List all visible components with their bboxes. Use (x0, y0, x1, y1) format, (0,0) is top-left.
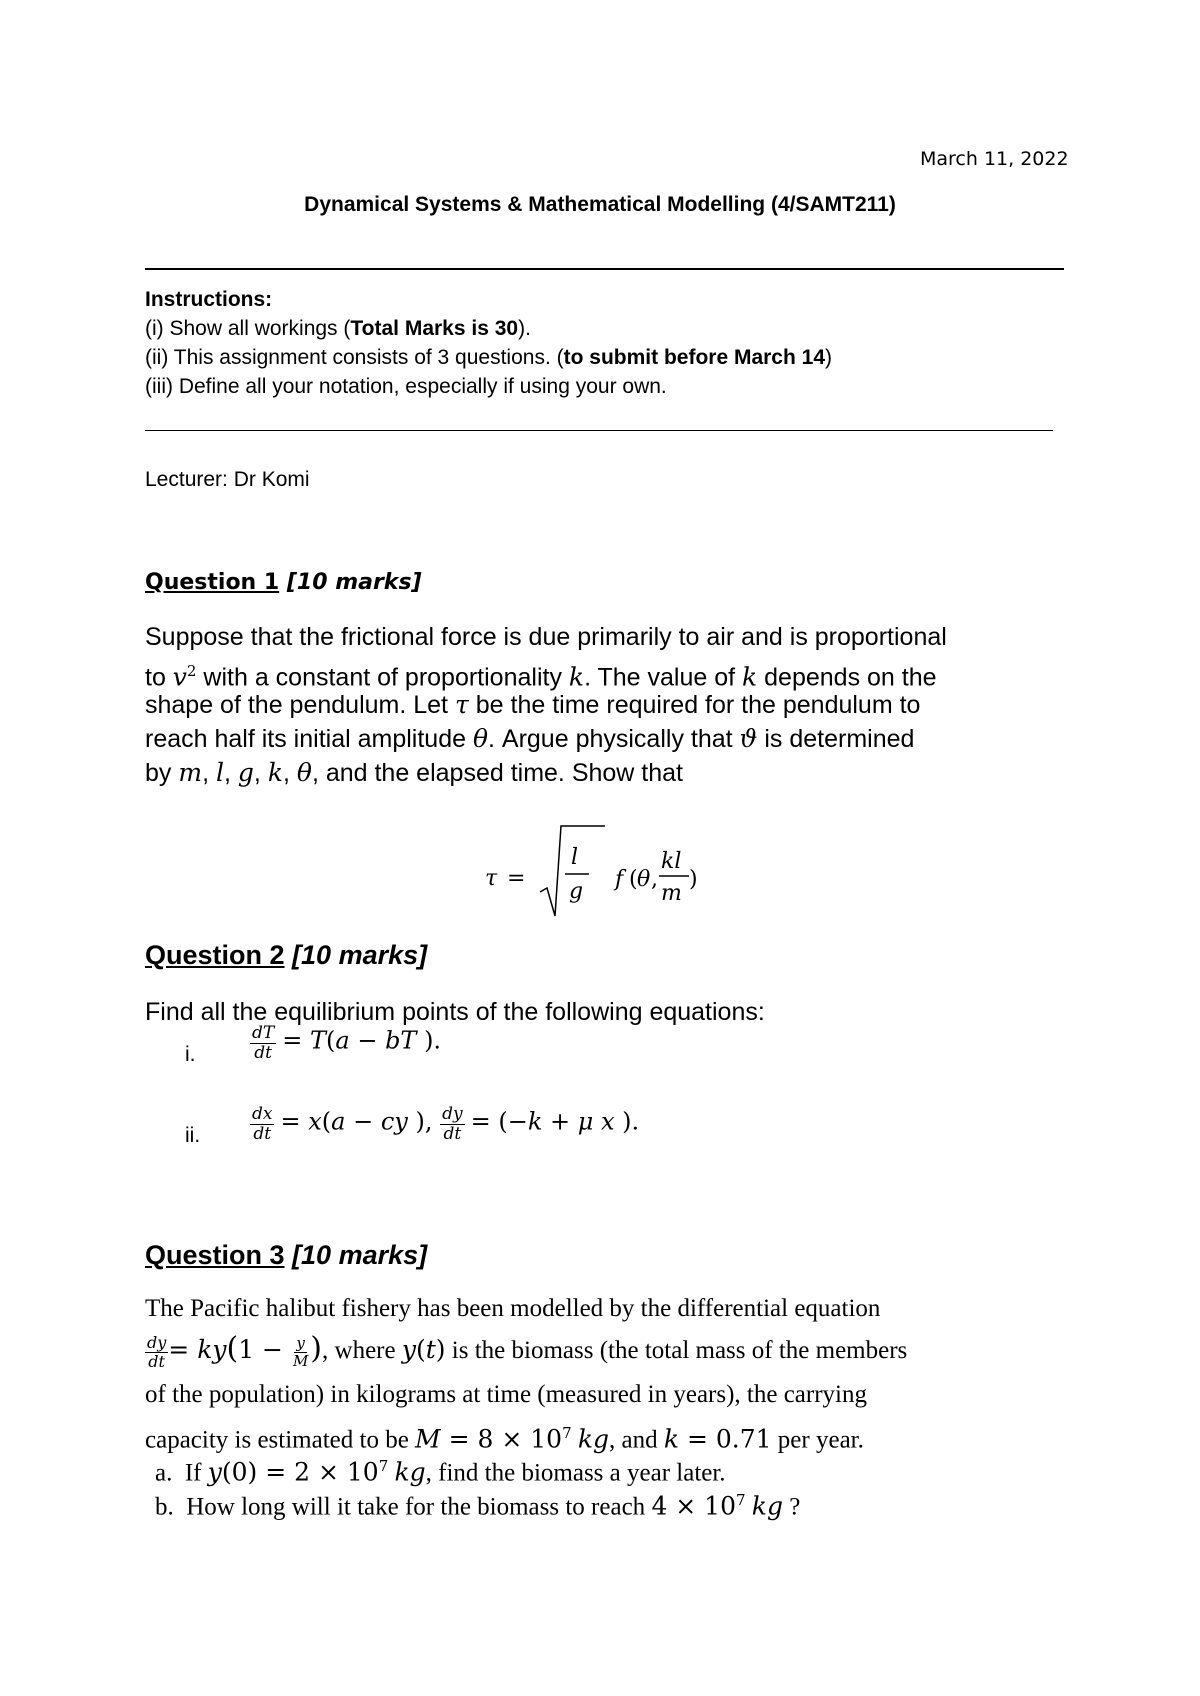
q1-line-5: by m, l, g, k, θ, and the elapsed time. Show that (145, 758, 684, 787)
svg-text:): ) (689, 867, 698, 892)
svg-text:(: ( (629, 867, 638, 892)
svg-text:τ: τ (485, 866, 498, 891)
q3-line-3: of the population) in kilograms at time (measured in years), the carrying (145, 1381, 867, 1408)
svg-text:m: m (661, 881, 682, 906)
svg-text:,: , (651, 867, 658, 892)
instructions-heading: Instructions: (145, 288, 273, 311)
svg-text:g: g (569, 879, 584, 904)
svg-text:f: f (615, 867, 624, 892)
instruction-i: (i) Show all workings (Total Marks is 30). (145, 317, 531, 340)
q3-line-1: The Pacific halibut fishery has been modelled by the differential equation (145, 1295, 881, 1322)
svg-text:θ: θ (637, 867, 651, 892)
svg-text:l: l (571, 845, 579, 870)
course-title: Dynamical Systems & Mathematical Modelling (4/SAMT211) (304, 193, 896, 216)
document-date: March 11, 2022 (920, 148, 1069, 170)
svg-text:=: = (507, 866, 526, 891)
q1-line-3: shape of the pendulum. Let τ be the time required for the pendulum to (145, 690, 921, 719)
q1-line-2: to $v^2$ with a constant of proportionality k. The value of k depends on the (145, 662, 937, 692)
question-2-heading: Question 2 [10 marks] (145, 940, 428, 970)
q2-equation-i: $\frac{dT}{dt}$ = T(a − bT ). (252, 1023, 442, 1063)
q2-item-i-label: i. (185, 1043, 196, 1066)
q2-item-ii-label: ii. (185, 1124, 201, 1147)
svg-text:kl: kl (661, 849, 682, 874)
header-divider (145, 268, 1064, 270)
instruction-iii: (iii) Define all your notation, especially if using your own. (145, 375, 667, 398)
instruction-ii: (ii) This assignment consists of 3 questions. (to submit before March 14) (145, 346, 833, 369)
lecturer-name: Lecturer: Dr Komi (145, 468, 310, 491)
q3-line-2: $\frac{dy}{dt}$ = ky(1 − $\frac{y}{M}$ ), where y(t) is the biomass (the total mass of the members (147, 1331, 908, 1371)
question-1-heading: Question 1 [10 marks] (145, 570, 422, 595)
q1-line-1: Suppose that the frictional force is due primarily to air and is proportional (145, 623, 947, 651)
instructions-divider (145, 430, 1053, 431)
q3-line-4: capacity is estimated to be $M = 8 \times 10^7$ kg, and k = 0.71 per year. (145, 1424, 864, 1454)
q1-tau-formula (485, 820, 725, 920)
q2-equation-ii: $\frac{dx}{dt}$ = x(a − cy ), $\frac{dy}{dt}$ = (−k + μ x ). (252, 1104, 640, 1144)
q3-part-a: a. If $y(0) = 2 \times 10^7$ kg, find the biomass a year later. (155, 1457, 726, 1487)
q1-line-4: reach half its initial amplitude θ. Argue physically that ϑ is determined (145, 724, 915, 753)
q2-prompt: Find all the equilibrium points of the following equations: (145, 998, 765, 1026)
q3-part-b: b. How long will it take for the biomass to reach $4 \times 10^7$ kg ? (155, 1491, 801, 1521)
question-3-heading: Question 3 [10 marks] (145, 1240, 428, 1270)
